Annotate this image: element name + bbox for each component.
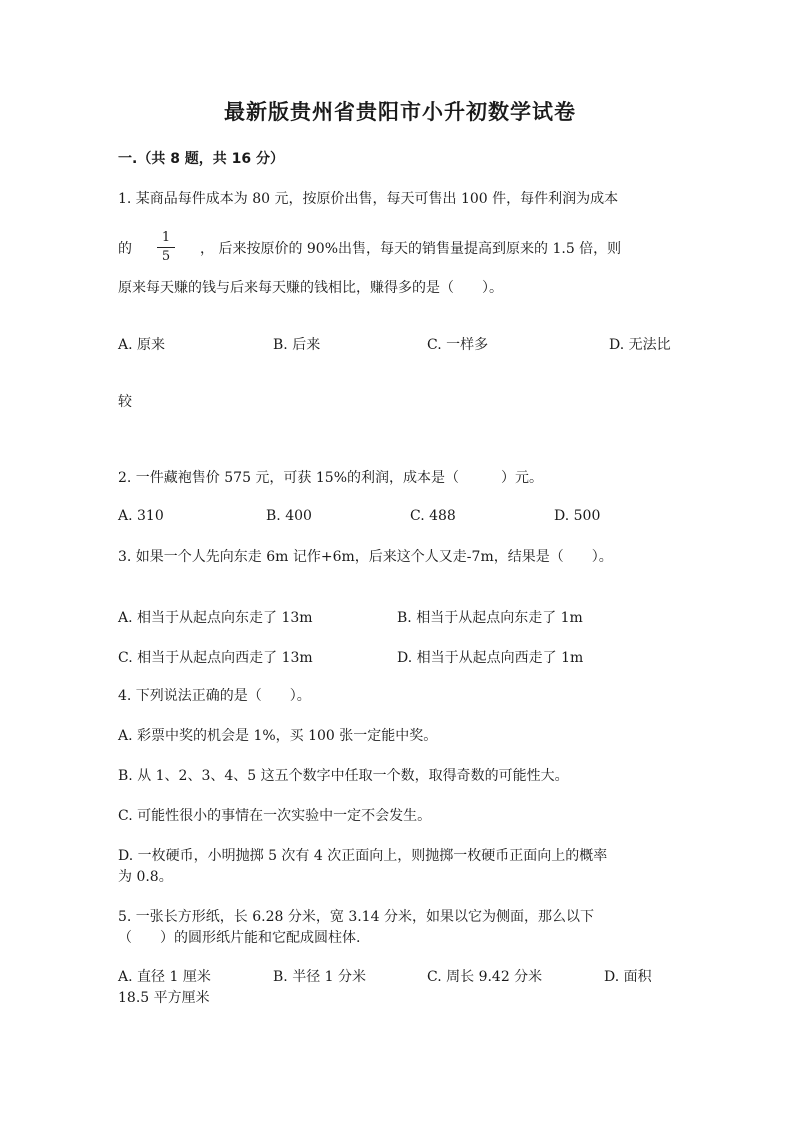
q5-option-a: A. 直径 1 厘米 — [118, 969, 211, 985]
q1-fraction — [155, 230, 177, 265]
q4-option-c: C. 可能性很小的事情在一次实验中一定不会发生。 — [118, 808, 432, 824]
q5-line1: 5. 一张长方形纸，长 6.28 分米，宽 3.14 分米，如果以它为侧面，那么以下 — [118, 909, 594, 925]
q1-option-d: D. 无法比 — [609, 337, 671, 353]
q5-option-d-wrap: 18.5 平方厘米 — [118, 990, 210, 1006]
q1-option-b: B. 后来 — [273, 337, 321, 353]
q4-option-d: D. 一枚硬币，小明抛掷 5 次有 4 次正面向上，则抛掷一枚硬币正面向上的概率 — [118, 848, 608, 864]
q5-option-b: B. 半径 1 分米 — [273, 969, 366, 985]
q4-option-b: B. 从 1、2、3、4、5 这五个数字中任取一个数，取得奇数的可能性大。 — [118, 768, 569, 784]
q1-option-a: A. 原来 — [118, 337, 166, 353]
q1-option-d-wrap: 较 — [118, 394, 132, 410]
q5-line2: （ ）的圆形纸片能和它配成圆柱体. — [118, 930, 361, 946]
q4-option-a: A. 彩票中奖的机会是 1%，买 100 张一定能中奖。 — [118, 728, 438, 744]
q3-option-d: D. 相当于从起点向西走了 1m — [397, 650, 584, 666]
q4-option-d-wrap: 为 0.8。 — [118, 869, 173, 885]
exam-title: 最新版贵州省贵阳市小升初数学试卷 — [224, 100, 576, 124]
fraction-numerator: 1 — [161, 230, 171, 245]
q3-text: 3. 如果一个人先向东走 6m 记作+6m，后来这个人又走-7m，结果是（ ）。 — [118, 549, 613, 565]
q1-line2-suffix: ， 后来按原价的 90%出售，每天的销售量提高到原来的 1.5 倍，则 — [200, 241, 622, 257]
q3-option-a: A. 相当于从起点向东走了 13m — [118, 610, 313, 626]
fraction-denominator: 5 — [161, 249, 171, 264]
q2-option-d: D. 500 — [554, 508, 601, 524]
q2-option-b: B. 400 — [266, 508, 312, 524]
q1-line3: 原来每天赚的钱与后来每天赚的钱相比，赚得多的是（ ）。 — [118, 280, 503, 296]
q5-option-d: D. 面积 — [604, 969, 652, 985]
q3-option-c: C. 相当于从起点向西走了 13m — [118, 650, 313, 666]
q2-option-a: A. 310 — [118, 508, 164, 524]
q1-line1: 1. 某商品每件成本为 80 元，按原价出售，每天可售出 100 件，每件利润为成本 — [118, 191, 619, 207]
q2-option-c: C. 488 — [410, 508, 456, 524]
q4-text: 4. 下列说法正确的是（ ）。 — [118, 688, 311, 704]
section-heading: 一.（共 8 题，共 16 分） — [118, 151, 285, 167]
q1-option-c: C. 一样多 — [427, 337, 489, 353]
q1-line2-prefix: 的 — [118, 241, 132, 257]
q5-option-c: C. 周长 9.42 分米 — [427, 969, 543, 985]
fraction-bar — [157, 247, 175, 248]
q2-text: 2. 一件藏袍售价 575 元，可获 15%的利润，成本是（ ）元。 — [118, 470, 543, 486]
q3-option-b: B. 相当于从起点向东走了 1m — [397, 610, 583, 626]
